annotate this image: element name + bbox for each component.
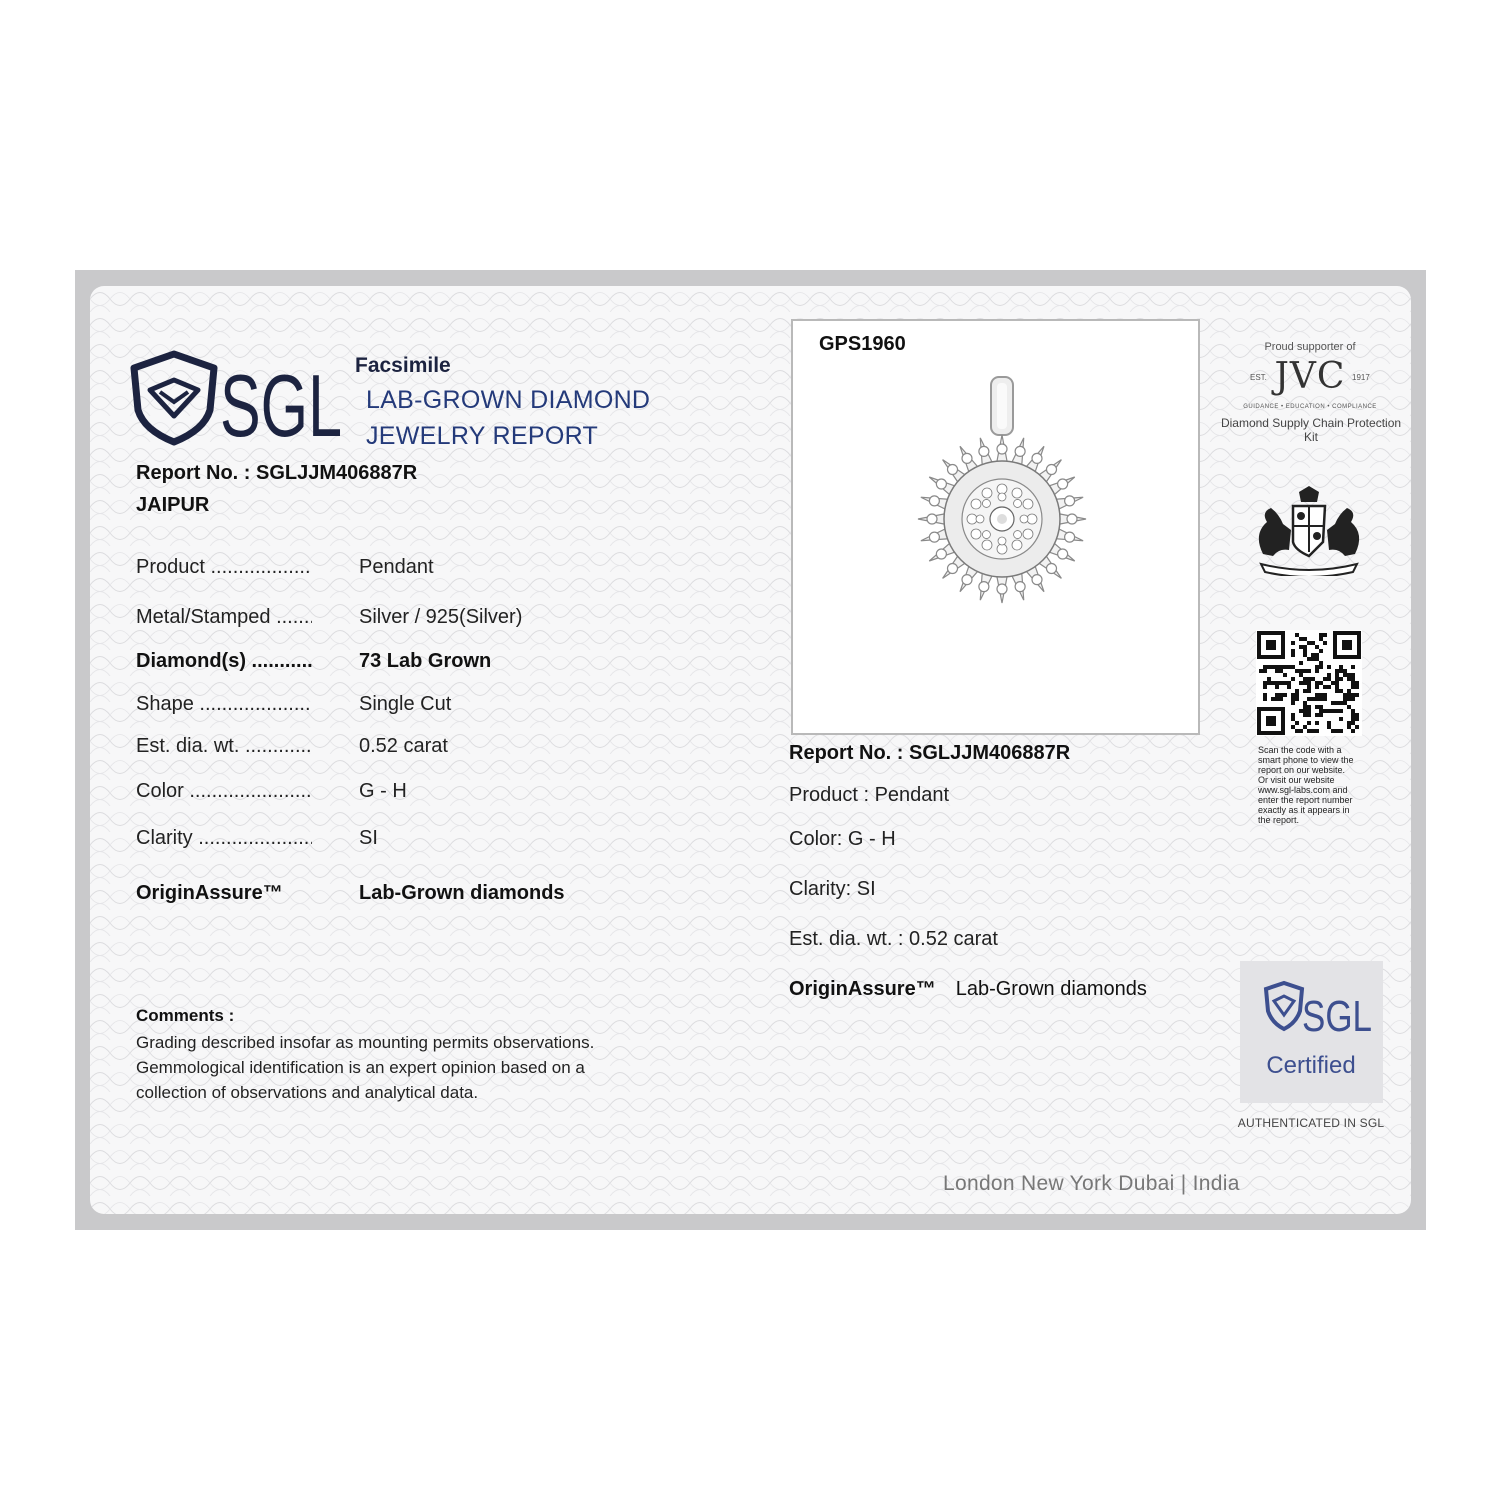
spec-value: SI [359, 827, 378, 849]
summary-weight: Est. dia. wt. : 0.52 carat [789, 928, 998, 950]
spec-value: G - H [359, 780, 407, 802]
sgl-logo [128, 350, 348, 446]
facsimile-label: Facsimile [355, 354, 451, 377]
sgl-certified-logo [1240, 961, 1383, 1103]
summary-color: Color: G - H [789, 828, 896, 850]
spec-label: Metal/Stamped ..... [136, 606, 312, 629]
spec-row-product [136, 556, 434, 585]
origin-label: OriginAssure™ [136, 882, 283, 904]
shield-icon [134, 354, 214, 442]
pendant-photo [913, 371, 1093, 611]
report-number: Report No. : SGLJJM406887R [136, 462, 418, 484]
summary-origin [789, 978, 1147, 1001]
spec-row-shape [136, 693, 452, 722]
origin-value: Lab-Grown diamonds [359, 882, 565, 904]
certified-badge [1240, 961, 1383, 1103]
qr-instructions: Scan the code with a smart phone to view the report on our website. Or visit our website www.sgl-labs.com and enter the report number exactly as it appears in the report. [1258, 745, 1354, 825]
spec-value: Single Cut [359, 693, 452, 715]
spec-value: Silver / 925(Silver) [359, 606, 523, 628]
shield-icon [1266, 983, 1302, 1029]
spec-label: Diamond(s) ..... [136, 650, 312, 673]
spec-value: 73 Lab Grown [359, 650, 492, 672]
summary-clarity: Clarity: SI [789, 878, 876, 900]
spec-value: Pendant [359, 556, 434, 578]
coat-of-arms-icon [1243, 484, 1375, 576]
summary-origin-label: OriginAssure™ [789, 978, 936, 1000]
report-title-line1: LAB-GROWN DIAMOND [366, 386, 651, 414]
jvc-logo: JVC [1274, 356, 1346, 397]
spec-row-color [136, 780, 407, 809]
certified-word: Certified [1266, 1052, 1356, 1079]
certificate-card [90, 286, 1411, 1214]
authenticated-label: AUTHENTICATED IN SGL [1237, 1116, 1385, 1130]
spec-label: Clarity ..... [136, 827, 312, 850]
qr-code[interactable] [1256, 630, 1362, 736]
product-photo-box [791, 319, 1200, 735]
summary-report-number: Report No. : SGLJJM406887R [789, 742, 1071, 764]
spec-label: Product ..... [136, 556, 312, 579]
spec-value: 0.52 carat [359, 735, 448, 757]
sgl-logo-text: SGL [220, 356, 342, 446]
jvc-tagline: GUIDANCE • EDUCATION • COMPLIANCE [1243, 404, 1377, 410]
spec-label: Est. dia. wt. ..... [136, 735, 312, 758]
summary-origin-value: Lab-Grown diamonds [955, 978, 1147, 1000]
comments-text: Grading described insofar as mounting permits observations. Gemmological identification is an expert opinion based on a collection of observations and analytical data. [136, 1033, 595, 1102]
jvc-kit-text: Diamond Supply Chain Protection Kit [1220, 416, 1402, 444]
jvc-supporter-text: Proud supporter of [1264, 341, 1356, 353]
spec-row-weight [136, 735, 448, 764]
report-title [366, 382, 650, 454]
spec-row-metal [136, 606, 523, 635]
report-title-line2: JEWELRY REPORT [366, 422, 599, 450]
jvc-year: 1917 [1352, 373, 1370, 382]
comments-title: Comments : [136, 1006, 235, 1025]
certified-logo-text: SGL [1302, 992, 1372, 1041]
product-code: GPS1960 [819, 333, 906, 355]
spec-row-clarity [136, 827, 378, 856]
report-city: JAIPUR [136, 494, 210, 516]
office-cities: London New York Dubai | India [943, 1172, 1240, 1195]
origin-row [136, 882, 565, 905]
jvc-est: EST. [1250, 373, 1267, 382]
spec-row-diamonds [136, 650, 492, 679]
summary-product: Product : Pendant [789, 784, 950, 806]
spec-label: Shape ..... [136, 693, 312, 716]
spec-label: Color ..... [136, 780, 312, 803]
